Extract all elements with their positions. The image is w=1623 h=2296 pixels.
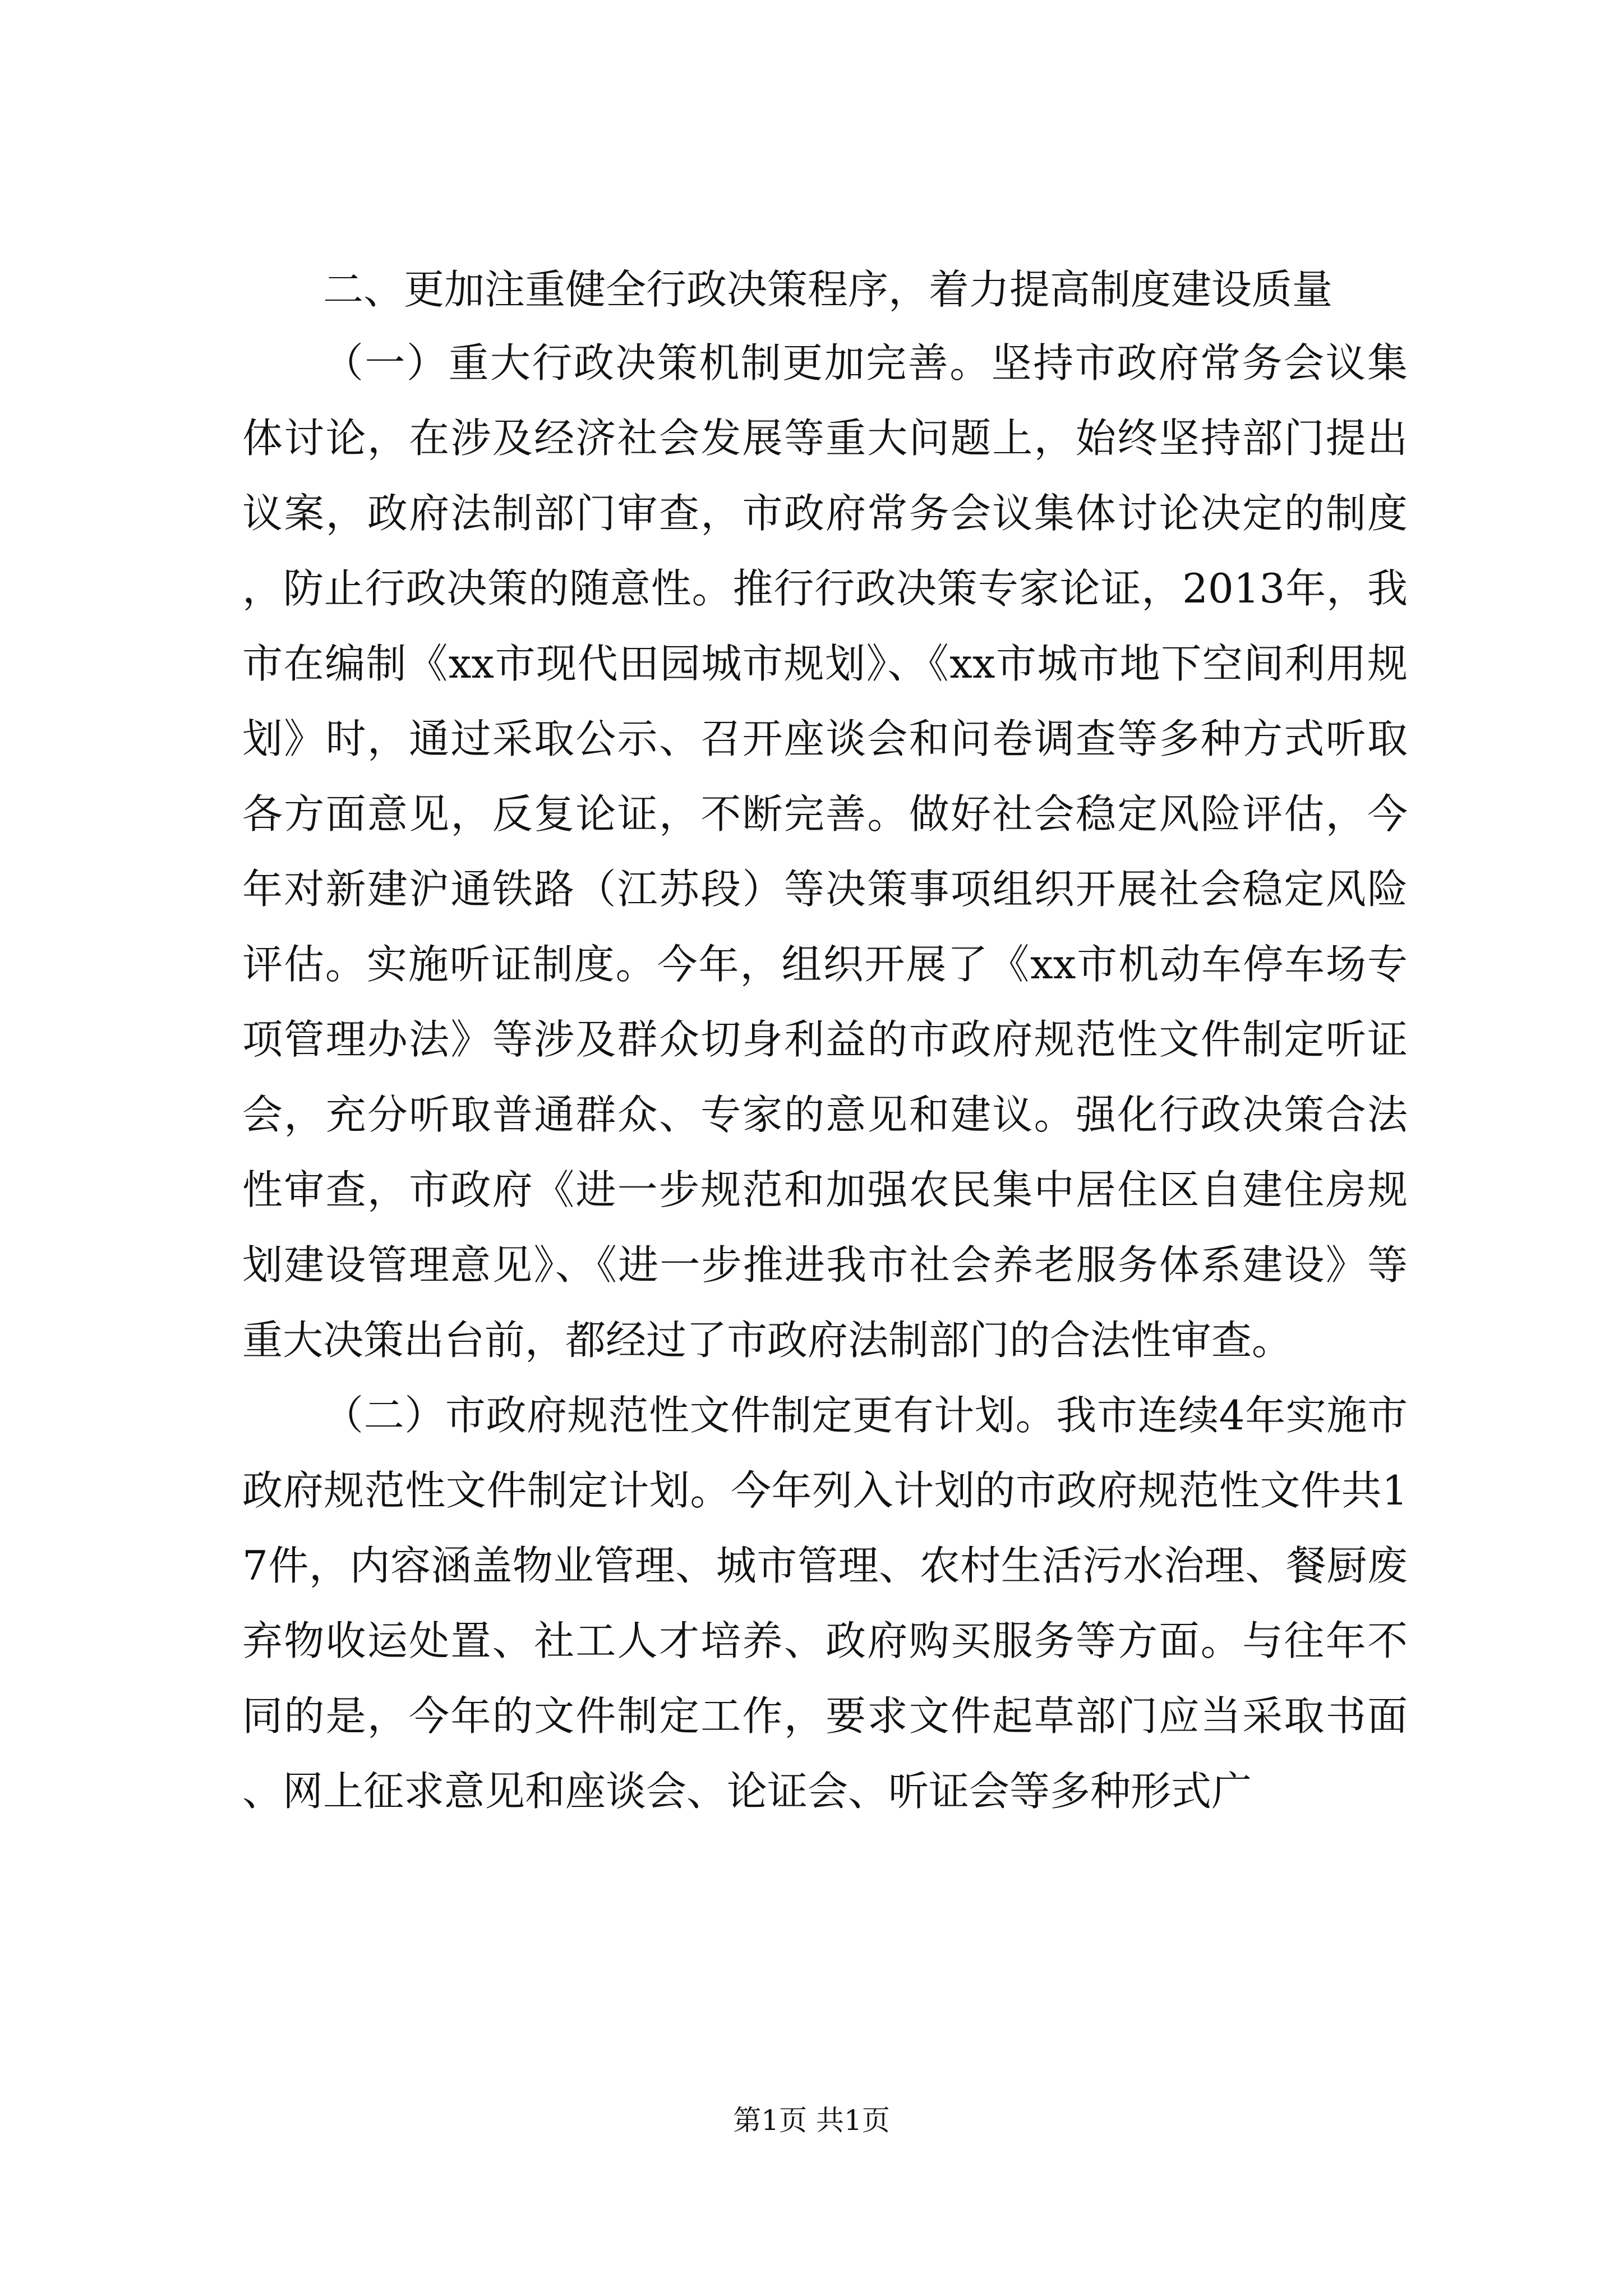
paragraph-decision-mechanism: （一）重大行政决策机制更加完善。坚持市政府常务会议集体讨论，在涉及经济社会发展等重大问题上，始终坚持部门提出议案，政府法制部门审查，市政府常务会议集体讨论决定的制度，防止行政决策的随意性。推行行政决策专家论证，2013年，我市在编制《xx市现代田园城市规划》、《xx市城市地下空间利用规划》时，通过采取公示、召开座谈会和问卷调查等多种方式听取各方面意见，反复论证，不断完善。做好社会稳定风险评估，今年对新建沪通铁路（江苏段）等决策事项组织开展社会稳定风险评估。实施听证制度。今年，组织开展了《xx市机动车停车场专项管理办法》等涉及群众切身利益的市政府规范性文件制定听证会，充分听取普通群众、专家的意见和建议。强化行政决策合法性审查，市政府《进一步规范和加强农民集中居住区自建住房规划建设管理意见》、《进一步推进我市社会养老服务体系建设》等重大决策出台前，都经过了市政府法制部门的合法性审查。	[242, 339, 1408, 1364]
page-number-footer: 第1页 共1页	[733, 2104, 890, 2137]
document-body	[242, 254, 1408, 1829]
section-heading: 二、更加注重健全行政决策程序，着力提高制度建设质量	[323, 266, 1333, 313]
paragraph-normative-documents: （二）市政府规范性文件制定更有计划。我市连续4年实施市政府规范性文件制定计划。今年列入计划的市政府规范性文件共17件，内容涵盖物业管理、城市管理、农村生活污水治理、餐厨废弃物收运处置、社工人才培养、政府购买服务等方面。与往年不同的是，今年的文件制定工作，要求文件起草部门应当采取书面、网上征求意见和座谈会、论证会、听证会等多种形式广	[242, 1392, 1408, 1815]
